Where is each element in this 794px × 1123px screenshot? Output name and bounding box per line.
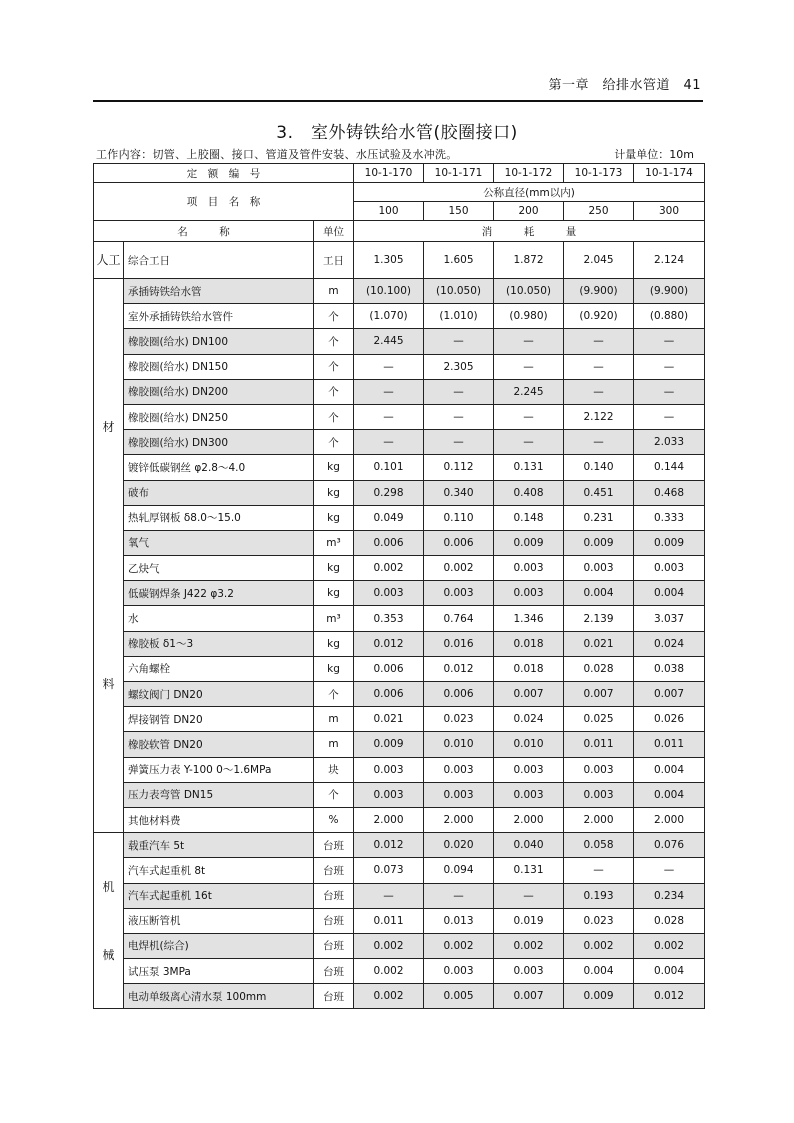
item-name: 橡胶板 δ1～3 [124, 631, 314, 656]
value-cell: 0.023 [424, 707, 494, 732]
table-row [94, 455, 705, 480]
value-cell: 2.000 [564, 807, 634, 832]
item-name: 氧气 [124, 530, 314, 555]
value-cell: — [564, 329, 634, 354]
value-cell: 2.245 [494, 379, 564, 404]
diameter-cell: 250 [564, 202, 634, 221]
value-cell: 0.002 [634, 933, 705, 958]
table-row [94, 556, 705, 581]
table-row [94, 581, 705, 606]
value-cell: — [354, 430, 424, 455]
item-unit: 个 [314, 782, 354, 807]
category-labor: 人工 [94, 242, 124, 279]
item-name: 汽车式起重机 16t [124, 883, 314, 908]
value-cell: 1.305 [354, 242, 424, 279]
value-cell: 0.004 [634, 782, 705, 807]
value-cell: 0.025 [564, 707, 634, 732]
value-cell: 0.140 [564, 455, 634, 480]
value-cell: 0.131 [494, 858, 564, 883]
value-cell: (10.100) [354, 279, 424, 304]
header-rule [93, 100, 703, 102]
value-cell: 2.122 [564, 404, 634, 429]
item-unit: kg [314, 480, 354, 505]
work-content: 工作内容：切管、上胶圈、接口、管道及管件安装、水压试验及水冲洗。 [96, 148, 458, 161]
table-row [94, 807, 705, 832]
value-cell: 0.007 [494, 682, 564, 707]
item-name: 焊接钢管 DN20 [124, 707, 314, 732]
item-unit: 个 [314, 404, 354, 429]
value-cell: 0.002 [564, 933, 634, 958]
value-cell: — [564, 430, 634, 455]
table-row [94, 480, 705, 505]
item-unit: 台班 [314, 883, 354, 908]
value-cell: — [354, 404, 424, 429]
item-unit: m [314, 707, 354, 732]
value-cell: 2.000 [494, 807, 564, 832]
table-row [94, 908, 705, 933]
value-cell: 0.028 [634, 908, 705, 933]
item-name: 汽车式起重机 8t [124, 858, 314, 883]
item-name: 乙炔气 [124, 556, 314, 581]
table-row [94, 833, 705, 858]
value-cell: 0.003 [354, 581, 424, 606]
value-cell: — [564, 858, 634, 883]
value-cell: 0.040 [494, 833, 564, 858]
value-cell: 0.094 [424, 858, 494, 883]
code-cell: 10-1-172 [494, 164, 564, 183]
diameter-cell: 150 [424, 202, 494, 221]
section-title: 3. 室外铸铁给水管(胶圈接口) [276, 123, 518, 143]
value-cell: 2.124 [634, 242, 705, 279]
value-cell: 0.007 [494, 984, 564, 1009]
item-unit: 台班 [314, 908, 354, 933]
value-cell: 0.003 [494, 581, 564, 606]
value-cell: (1.070) [354, 304, 424, 329]
item-name: 综合工日 [124, 242, 314, 279]
value-cell: 0.018 [494, 656, 564, 681]
value-cell: 0.049 [354, 505, 424, 530]
value-cell: 0.011 [354, 908, 424, 933]
value-cell: 0.003 [564, 782, 634, 807]
item-name: 六角螺栓 [124, 656, 314, 681]
value-cell: — [564, 354, 634, 379]
value-cell: 0.010 [494, 732, 564, 757]
value-cell: 0.005 [424, 984, 494, 1009]
value-cell: 0.003 [424, 959, 494, 984]
value-cell: 0.011 [634, 732, 705, 757]
value-cell: 0.468 [634, 480, 705, 505]
value-cell: — [424, 379, 494, 404]
name-label: 名 称 [94, 221, 314, 242]
table-row [94, 782, 705, 807]
value-cell: 0.002 [424, 556, 494, 581]
item-unit: 个 [314, 354, 354, 379]
value-cell: 2.000 [354, 807, 424, 832]
header-row-names [94, 221, 705, 242]
value-cell: 0.298 [354, 480, 424, 505]
item-unit: m [314, 732, 354, 757]
category-material [94, 279, 124, 833]
value-cell: — [354, 379, 424, 404]
value-cell: 0.012 [634, 984, 705, 1009]
value-cell: 2.045 [564, 242, 634, 279]
item-unit: 台班 [314, 984, 354, 1009]
value-cell: (10.050) [424, 279, 494, 304]
value-cell: — [494, 354, 564, 379]
item-unit: kg [314, 556, 354, 581]
value-cell: 1.605 [424, 242, 494, 279]
value-cell: 0.023 [564, 908, 634, 933]
value-cell: 0.451 [564, 480, 634, 505]
value-cell: 0.002 [354, 959, 424, 984]
value-cell: 0.011 [564, 732, 634, 757]
value-cell: 0.006 [354, 656, 424, 681]
table-row [94, 304, 705, 329]
value-cell: 0.076 [634, 833, 705, 858]
table-row [94, 404, 705, 429]
value-cell: 0.007 [564, 682, 634, 707]
value-cell: 0.028 [564, 656, 634, 681]
value-cell: 0.026 [634, 707, 705, 732]
item-name: 破布 [124, 480, 314, 505]
value-cell: 0.009 [354, 732, 424, 757]
value-cell: — [354, 354, 424, 379]
value-cell: (9.900) [634, 279, 705, 304]
item-name: 试压泵 3MPa [124, 959, 314, 984]
value-cell: 0.002 [494, 933, 564, 958]
quota-table [93, 163, 705, 1009]
table-row [94, 707, 705, 732]
value-cell: 0.058 [564, 833, 634, 858]
item-unit: 工日 [314, 242, 354, 279]
value-cell: 0.010 [424, 732, 494, 757]
code-cell: 10-1-171 [424, 164, 494, 183]
item-name: 液压断管机 [124, 908, 314, 933]
value-cell: 0.012 [354, 631, 424, 656]
item-unit: 个 [314, 682, 354, 707]
item-unit: m³ [314, 606, 354, 631]
value-cell: 0.193 [564, 883, 634, 908]
table-row [94, 959, 705, 984]
code-cell: 10-1-174 [634, 164, 705, 183]
value-cell: 0.101 [354, 455, 424, 480]
value-cell: 0.012 [424, 656, 494, 681]
value-cell: 0.009 [564, 530, 634, 555]
table-row [94, 606, 705, 631]
value-cell: 0.006 [354, 530, 424, 555]
value-cell: 0.021 [354, 707, 424, 732]
value-cell: 0.024 [494, 707, 564, 732]
diameter-cell: 100 [354, 202, 424, 221]
category-label: 材 料 [102, 420, 115, 692]
value-cell: 0.006 [424, 530, 494, 555]
diameter-cell: 200 [494, 202, 564, 221]
table-row [94, 883, 705, 908]
item-unit: m³ [314, 530, 354, 555]
unit-note: 计量单位：10m [614, 148, 694, 161]
value-cell: 2.445 [354, 329, 424, 354]
item-unit: kg [314, 656, 354, 681]
item-unit: 台班 [314, 933, 354, 958]
item-unit: 台班 [314, 833, 354, 858]
value-cell: — [424, 404, 494, 429]
item-name: 橡胶圈(给水) DN150 [124, 354, 314, 379]
value-cell: (0.880) [634, 304, 705, 329]
value-cell: 0.002 [354, 933, 424, 958]
value-cell: 2.000 [634, 807, 705, 832]
item-unit: % [314, 807, 354, 832]
item-name: 橡胶圈(给水) DN250 [124, 404, 314, 429]
value-cell: 0.003 [634, 556, 705, 581]
value-cell: 2.033 [634, 430, 705, 455]
item-unit: 个 [314, 430, 354, 455]
value-cell: 0.019 [494, 908, 564, 933]
table-row [94, 631, 705, 656]
value-cell: 0.002 [354, 984, 424, 1009]
running-header: 第一章 给排水管道 41 [548, 78, 701, 93]
table-row [94, 279, 705, 304]
value-cell: 0.012 [354, 833, 424, 858]
table-row [94, 732, 705, 757]
item-unit: kg [314, 505, 354, 530]
value-cell: 0.003 [424, 782, 494, 807]
value-cell: (0.920) [564, 304, 634, 329]
value-cell: 0.006 [424, 682, 494, 707]
item-unit: m [314, 279, 354, 304]
item-unit: kg [314, 455, 354, 480]
item-name: 载重汽车 5t [124, 833, 314, 858]
item-name: 其他材料费 [124, 807, 314, 832]
value-cell: 1.346 [494, 606, 564, 631]
value-cell: 0.764 [424, 606, 494, 631]
item-label: 项 目 名 称 [94, 183, 354, 221]
table-row [94, 530, 705, 555]
value-cell: 0.018 [494, 631, 564, 656]
value-cell: — [424, 430, 494, 455]
item-unit: 台班 [314, 959, 354, 984]
code-cell: 10-1-173 [564, 164, 634, 183]
item-name: 橡胶圈(给水) DN100 [124, 329, 314, 354]
value-cell: 0.003 [424, 581, 494, 606]
value-cell: 0.333 [634, 505, 705, 530]
value-cell: 0.009 [494, 530, 564, 555]
table-row [94, 329, 705, 354]
category-label: 机 械 [102, 879, 115, 962]
consumption-label: 消 耗 量 [354, 221, 705, 242]
item-name: 低碳钢焊条 J422 φ3.2 [124, 581, 314, 606]
unit-label: 单位 [314, 221, 354, 242]
value-cell: — [424, 883, 494, 908]
item-name: 室外承插铸铁给水管件 [124, 304, 314, 329]
item-unit: 个 [314, 329, 354, 354]
value-cell: 0.234 [634, 883, 705, 908]
value-cell: 0.009 [564, 984, 634, 1009]
value-cell: 0.038 [634, 656, 705, 681]
value-cell: 0.003 [494, 556, 564, 581]
value-cell: — [354, 883, 424, 908]
value-cell: 2.000 [424, 807, 494, 832]
value-cell: — [634, 379, 705, 404]
value-cell: 0.231 [564, 505, 634, 530]
value-cell: 0.009 [634, 530, 705, 555]
value-cell: 0.003 [494, 757, 564, 782]
value-cell: — [494, 883, 564, 908]
item-name: 水 [124, 606, 314, 631]
diameter-cell: 300 [634, 202, 705, 221]
value-cell: 0.004 [634, 581, 705, 606]
value-cell: — [424, 329, 494, 354]
value-cell: 0.002 [354, 556, 424, 581]
value-cell: 0.003 [494, 959, 564, 984]
item-unit: 个 [314, 304, 354, 329]
value-cell: 0.110 [424, 505, 494, 530]
diameter-title: 公称直径(mm以内) [354, 183, 705, 202]
value-cell: 0.021 [564, 631, 634, 656]
value-cell: 0.003 [424, 757, 494, 782]
table-row [94, 505, 705, 530]
header-row-diameter-title [94, 183, 705, 202]
value-cell: 0.004 [564, 581, 634, 606]
table-row [94, 656, 705, 681]
value-cell: 0.340 [424, 480, 494, 505]
table-row [94, 430, 705, 455]
value-cell: (9.900) [564, 279, 634, 304]
value-cell: 0.002 [424, 933, 494, 958]
value-cell: 0.144 [634, 455, 705, 480]
value-cell: 0.007 [634, 682, 705, 707]
value-cell: — [634, 354, 705, 379]
item-name: 电焊机(综合) [124, 933, 314, 958]
item-name: 压力表弯管 DN15 [124, 782, 314, 807]
value-cell: 0.073 [354, 858, 424, 883]
value-cell: (1.010) [424, 304, 494, 329]
value-cell: — [494, 430, 564, 455]
value-cell: 0.004 [564, 959, 634, 984]
value-cell: — [634, 858, 705, 883]
category-machine [94, 833, 124, 1009]
value-cell: 0.016 [424, 631, 494, 656]
value-cell: (0.980) [494, 304, 564, 329]
value-cell: 0.003 [564, 556, 634, 581]
table-row [94, 757, 705, 782]
value-cell: 0.006 [354, 682, 424, 707]
item-unit: 块 [314, 757, 354, 782]
value-cell: (10.050) [494, 279, 564, 304]
value-cell: — [634, 329, 705, 354]
table-row [94, 858, 705, 883]
table-row [94, 354, 705, 379]
value-cell: — [634, 404, 705, 429]
value-cell: 0.013 [424, 908, 494, 933]
value-cell: 0.131 [494, 455, 564, 480]
item-unit: 个 [314, 379, 354, 404]
item-unit: kg [314, 581, 354, 606]
value-cell: — [494, 404, 564, 429]
table-row [94, 933, 705, 958]
value-cell: 1.872 [494, 242, 564, 279]
item-name: 电动单级离心清水泵 100mm [124, 984, 314, 1009]
code-label: 定 额 编 号 [94, 164, 354, 183]
item-name: 承插铸铁给水管 [124, 279, 314, 304]
item-name: 镀锌低碳钢丝 φ2.8～4.0 [124, 455, 314, 480]
item-unit: 台班 [314, 858, 354, 883]
value-cell: 0.024 [634, 631, 705, 656]
table-row [94, 379, 705, 404]
value-cell: 2.139 [564, 606, 634, 631]
value-cell: 0.003 [354, 757, 424, 782]
item-name: 螺纹阀门 DN20 [124, 682, 314, 707]
table-row [94, 984, 705, 1009]
value-cell: — [564, 379, 634, 404]
item-name: 橡胶圈(给水) DN300 [124, 430, 314, 455]
value-cell: 0.408 [494, 480, 564, 505]
value-cell: 0.020 [424, 833, 494, 858]
value-cell: — [494, 329, 564, 354]
value-cell: 2.305 [424, 354, 494, 379]
value-cell: 0.004 [634, 959, 705, 984]
item-name: 橡胶软管 DN20 [124, 732, 314, 757]
header-row-codes [94, 164, 705, 183]
value-cell: 0.112 [424, 455, 494, 480]
table-row [94, 682, 705, 707]
value-cell: 3.037 [634, 606, 705, 631]
value-cell: 0.004 [634, 757, 705, 782]
code-cell: 10-1-170 [354, 164, 424, 183]
table-row [94, 242, 705, 279]
value-cell: 0.353 [354, 606, 424, 631]
item-name: 橡胶圈(给水) DN200 [124, 379, 314, 404]
item-name: 弹簧压力表 Y-100 0～1.6MPa [124, 757, 314, 782]
item-name: 热轧厚钢板 δ8.0～15.0 [124, 505, 314, 530]
item-unit: kg [314, 631, 354, 656]
value-cell: 0.148 [494, 505, 564, 530]
value-cell: 0.003 [354, 782, 424, 807]
value-cell: 0.003 [494, 782, 564, 807]
value-cell: 0.003 [564, 757, 634, 782]
